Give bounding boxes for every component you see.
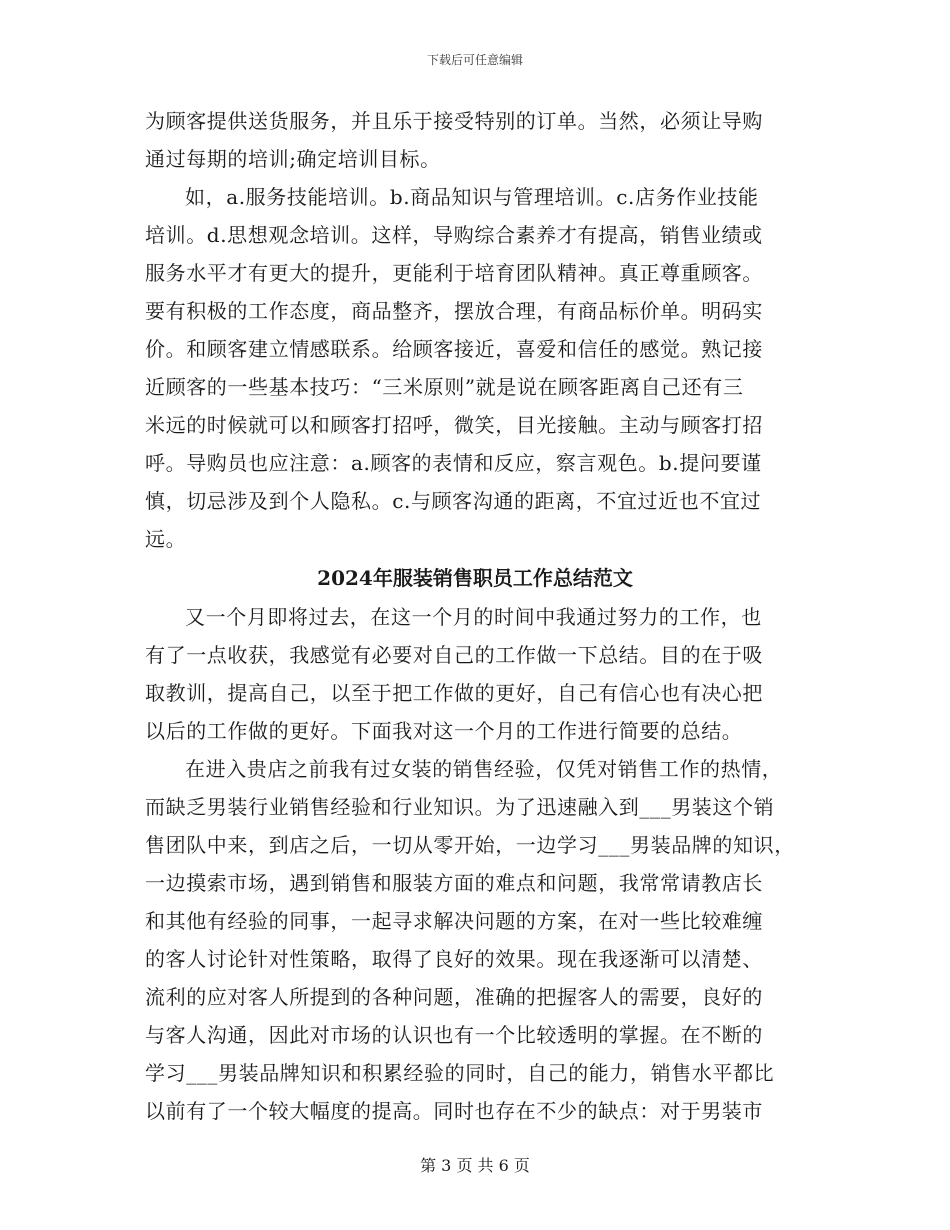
paragraph-line: 要有积极的工作态度，商品整齐，摆放合理，有商品标价单。明码实 <box>145 299 763 323</box>
paragraph-line: 呼。导购员也应注意：a.顾客的表情和反应，察言观色。b.提问要谨 <box>145 451 762 475</box>
paragraph-line: 有了一点收获，我感觉有必要对自己的工作做一下总结。目的在于吸 <box>145 643 763 667</box>
paragraph-line: 慎，切忌涉及到个人隐私。c.与顾客沟通的距离，不宜过近也不宜过 <box>145 489 762 513</box>
paragraph-line: 与客人沟通，因此对市场的认识也有一个比较透明的掌握。在不断的 <box>145 1023 763 1047</box>
page-header-note: 下载后可任意编辑 <box>426 53 523 67</box>
paragraph-line: 又一个月即将过去，在这一个月的时间中我通过努力的工作，也 <box>185 605 762 629</box>
paragraph-line: 如，a.服务技能培训。b.商品知识与管理培训。c.店务作业技能 <box>185 185 759 209</box>
paragraph-line: 米远的时候就可以和顾客打招呼，微笑，目光接触。主动与顾客打招 <box>145 413 763 437</box>
paragraph-4 <box>145 750 805 1130</box>
paragraph-line: 的客人讨论针对性策略，取得了良好的效果。现在我逐渐可以清楚、 <box>145 947 763 971</box>
paragraph-1 <box>145 102 805 178</box>
paragraph-line: 以前有了一个较大幅度的提高。同时也存在不少的缺点：对于男装市 <box>145 1099 763 1123</box>
paragraph-line: 学习___男装品牌知识和积累经验的同时，自己的能力，销售水平都比 <box>145 1061 775 1085</box>
paragraph-line: 远。 <box>145 527 187 551</box>
paragraph-line: 为顾客提供送货服务，并且乐于接受特别的订单。当然，必须让导购 <box>145 109 763 133</box>
paragraph-line: 而缺乏男装行业销售经验和行业知识。为了迅速融入到___男装这个销 <box>145 795 775 819</box>
paragraph-line: 培训。d.思想观念培训。这样，导购综合素养才有提高，销售业绩或 <box>145 223 763 247</box>
paragraph-2 <box>145 178 805 558</box>
paragraph-line: 流利的应对客人所提到的各种问题，准确的把握客人的需要，良好的 <box>145 985 763 1009</box>
document-body <box>145 102 805 1130</box>
paragraph-line: 以后的工作做的更好。下面我对这一个月的工作进行简要的总结。 <box>145 719 743 743</box>
paragraph-3 <box>145 598 805 750</box>
paragraph-line: 售团队中来，到店之后，一切从零开始，一边学习___男装品牌的知识， <box>145 833 795 857</box>
paragraph-line: 取教训，提高自己，以至于把工作做的更好，自己有信心也有决心把 <box>145 681 763 705</box>
paragraph-line: 价。和顾客建立情感联系。给顾客接近，喜爱和信任的感觉。熟记接 <box>145 337 763 361</box>
paragraph-line: 近顾客的一些基本技巧：“三米原则”就是说在顾客距离自己还有三 <box>145 375 744 399</box>
paragraph-line: 通过每期的培训;确定培训目标。 <box>145 147 441 171</box>
page-number: 第 3 页 共 6 页 <box>420 1156 530 1175</box>
section-title: 2024年服装销售职员工作总结范文 <box>317 566 633 590</box>
paragraph-line: 和其他有经验的同事，一起寻求解决问题的方案，在对一些比较难缠 <box>145 909 763 933</box>
paragraph-line: 一边摸索市场，遇到销售和服装方面的难点和问题，我常常请教店长 <box>145 871 763 895</box>
paragraph-line: 服务水平才有更大的提升，更能利于培育团队精神。真正尊重顾客。 <box>145 261 763 285</box>
paragraph-line: 在进入贵店之前我有过女装的销售经验，仅凭对销售工作的热情， <box>185 757 783 781</box>
